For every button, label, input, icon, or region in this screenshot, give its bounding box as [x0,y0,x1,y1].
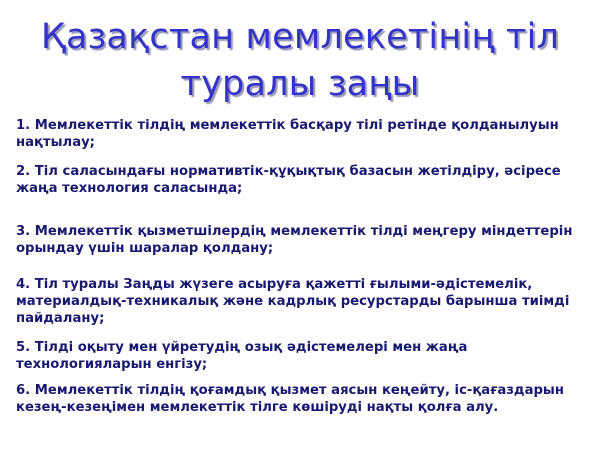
list-item-1: 1. Мемлекеттік тілдің мемлекеттік басқару тілі ретінде қолданылуын нақтылау; [16,118,559,150]
list-item-5: 5. Тілді оқыту мен үйретудің озық әдістемелері мен жаңа технологияларын енгізу; [16,340,468,372]
list-item-2: 2. Тіл саласындағы нормативтік-құқықтық базасын жетілдіру, әсіресе жаңа технология саласында; [16,164,561,196]
slide-title-line-1: Қазақстан мемлекетінің тіл [40,17,560,57]
slide-title [40,14,560,108]
list-item-6: 6. Мемлекеттік тілдің қоғамдық қызмет аясын кеңейту, іс-қағаздарын кезең-кезеңімен мемлекеттік тілге көшіруді нақты қолға алу. [16,383,564,415]
slide-title-line-2: туралы заңы [180,64,420,104]
list-item-3: 3. Мемлекеттік қызметшілердің мемлекеттік тілді меңгеру міндеттерін орындау үшін шаралар қолдану; [16,224,573,256]
list-item-4: 4. Тіл туралы Заңды жүзеге асыруға қажетті ғылыми-әдістемелік, материалдық-техникалық және кадрлық ресурстарды барынша тиімді пайдалану; [16,277,570,326]
